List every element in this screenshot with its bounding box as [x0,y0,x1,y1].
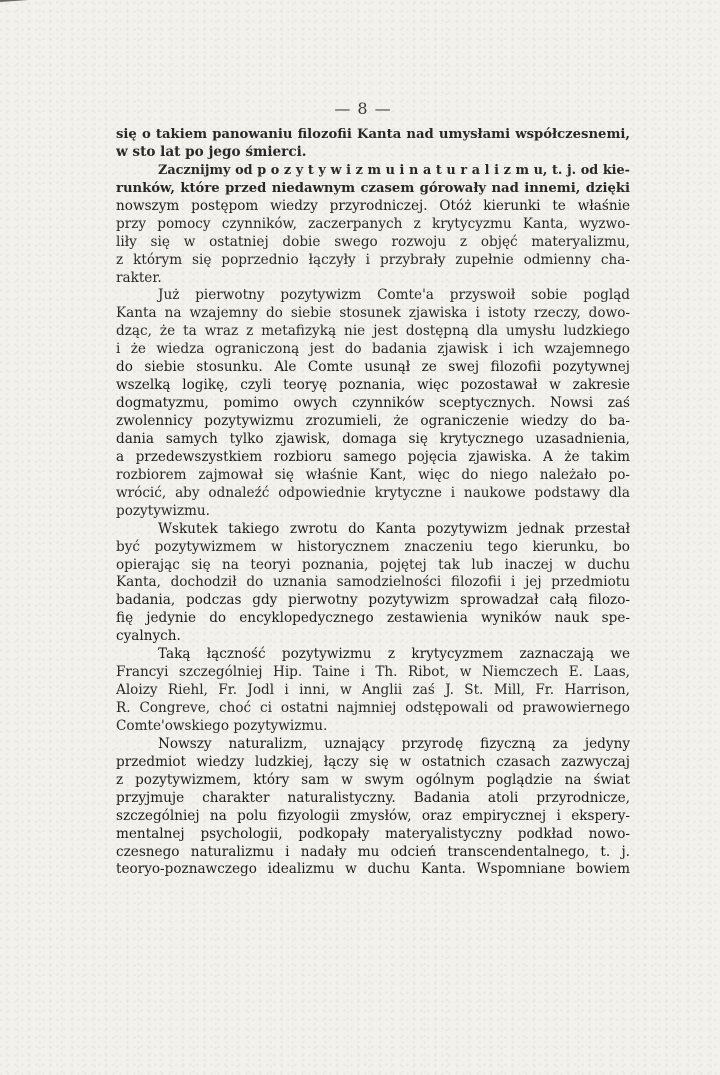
text-line: z którym się poprzednio łączyły i przybrały zupełnie odmienny cha- [116,251,630,268]
text-line: dania samych tylko zjawisk, domaga się krytycznego uzasadnienia, [116,430,630,447]
text-line: wrócić, aby odnaleźć odpowiednie krytyczne i naukowe podstawy dla [116,484,630,501]
text-line: pozytywizmu. [116,502,210,519]
text-line: runków, które przed niedawnym czasem górowały nad innemi, dzięki [116,180,630,196]
text-line: Kanta na wzajemny do siebie stosunek zjawiska i istoty rzeczy, dowo- [116,305,630,322]
text-line: R. Congreve, choć ci ostatni najmniej odstępowali od prawowiernego [116,700,630,716]
text-line: szczególniej na polu fizyologii zmysłów, oraz empirycznej i ekspery- [116,807,630,824]
text-line: Zacznijmy od p o z y t y w i z m u i n a t u r a l i z m u, t. j. od kie- [158,162,630,178]
text-line: z pozytywizmem, który sam w swym ogólnym poglądzie na świat [116,771,630,788]
text-line: w sto lat po jego śmierci. [116,143,307,160]
text-line: nowszym postępom wiedzy przyrodniczej. Otóż kierunki te właśnie [116,197,630,214]
text-line: Aloizy Riehl, Fr. Jodl i inni, w Anglii zaś J. St. Mill, Fr. Harrison, [116,682,630,699]
text-line: opierając się na teoryi poznania, pojętej tak lub inaczej w duchu [116,556,630,573]
text-line: i że wiedza ograniczoną jest do badania zjawisk i ich wzajemnego [116,341,630,358]
text-line: Comte'owskiego pozytywizmu. [116,717,328,734]
body-text [116,126,630,879]
text-line: mentalnej psychologii, podkopały materyalistyczny podkład nowo- [116,825,630,842]
text-line: cyalnych. [116,628,181,645]
text-line: Taką łączność pozytywizmu z krytycyzmem zaznaczają we [158,646,630,663]
corner-scan-mark [0,0,40,8]
text-line: przy pomocy czynników, zaczerpanych z krytycyzmu Kanta, wyzwo- [116,215,630,232]
text-line: fię jedynie do encyklopedycznego zestawienia wyników nauk spe- [116,610,630,627]
text-line: Wskutek takiego zwrotu do Kanta pozytywizm jednak przestał [158,520,630,537]
text-line: Kanta, dochodził do uznania samodzielności filozofii i jej przedmiotu [116,574,630,591]
text-line: się o takiem panowaniu filozofii Kanta nad umysłami współczesnemi, [116,127,630,142]
text-line: dogmatyzmu, pomimo owych czynników sceptycznych. Nowsi zaś [116,395,630,412]
text-line: być pozytywizmem w historycznem znaczeniu tego kierunku, bo [116,538,630,555]
text-line: wszelką logikę, czyli teoryę poznania, więc pozostawał w zakresie [116,377,630,394]
text-line: rozbiorem zajmował się właśnie Kant, więc do niego należało po- [116,466,630,483]
text-line: Już pierwotny pozytywizm Comte'a przyswoił sobie pogląd [158,287,630,304]
text-line: Nowszy naturalizm, uznający przyrodę fizyczną za jedyny [158,735,630,752]
text-line: czesnego naturalizmu i nadały mu odcień transcendentalnego, t. j. [116,843,630,860]
text-line: zwolennicy pozytywizmu zrozumieli, że ograniczenie wiedzy do ba- [116,413,630,429]
text-line: przedmiot wiedzy ludzkiej, łączy się w ostatnich czasach zazwyczaj [116,753,630,770]
text-line: a przedewszystkiem rozbioru samego pojęcia zjawiska. A że takim [116,448,630,465]
text-line: rakter. [116,269,162,286]
page-number: — 8 — [334,99,392,118]
text-line: teoryo-poznawczego idealizmu w duchu Kanta. Wspomniane bowiem [116,861,630,878]
text-line: Francyi szczególniej Hip. Taine i Th. Ribot, w Niemczech E. Laas, [116,664,630,681]
text-line: badania, podczas gdy pierwotny pozytywizm sprowadzał całą filozo- [116,592,630,609]
text-line: liły się w ostatniej dobie swego rozwoju z objęć materyalizmu, [116,233,630,250]
text-line: przyjmuje charakter naturalistyczny. Badania atoli przyrodnicze, [116,789,630,806]
text-line: dząc, że ta wraz z metafizyką nie jest dostępną dla umysłu ludzkiego [116,323,630,340]
text-line: do siebie stosunku. Ale Comte usunął ze swej filozofii pozytywnej [116,359,630,376]
